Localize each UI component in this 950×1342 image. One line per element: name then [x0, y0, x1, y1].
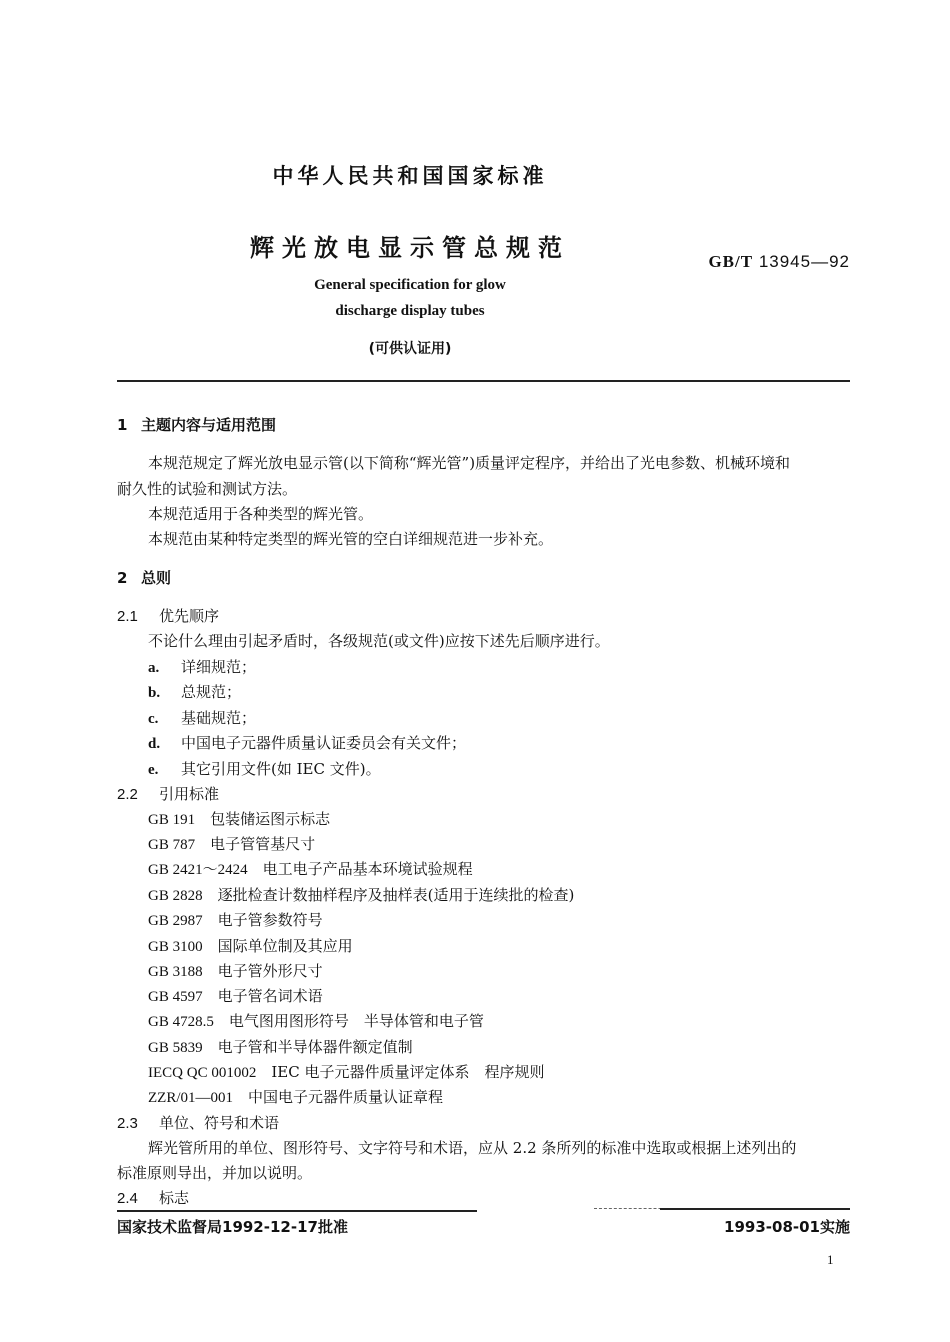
- list-item: [148, 681, 241, 702]
- reference-title: 电工电子产品基本环境试验规程: [262, 860, 473, 878]
- reference-code: GB 191: [148, 812, 196, 828]
- subsection-title: 单位、符号和术语: [159, 1115, 280, 1132]
- reference-title: 电子管和半导体器件额定值制: [217, 1038, 413, 1056]
- standard-number-prefix: GB/T: [708, 252, 754, 271]
- subsection-title: 标志: [159, 1190, 190, 1207]
- reference-code: GB 2421～2424: [148, 862, 248, 878]
- reference-code: GB 787: [148, 837, 196, 853]
- list-text: 中国电子元器件质量认证委员会有关文件；: [181, 734, 467, 752]
- reference-code: GB 3188: [148, 964, 203, 980]
- list-text: 总规范；: [181, 683, 242, 701]
- reference-standard: [148, 1010, 484, 1031]
- subsection-number: 2.1: [117, 608, 138, 625]
- list-item: [148, 758, 381, 779]
- reference-title: 逐批检查计数抽样程序及抽样表(适用于连续批的检查): [217, 886, 575, 904]
- list-marker: a.: [148, 660, 160, 676]
- list-marker: b.: [148, 685, 161, 701]
- reference-code: IECQ QC 001002: [148, 1065, 257, 1081]
- english-title-line2: discharge display tubes: [335, 303, 485, 319]
- list-text: 基础规范；: [181, 709, 257, 727]
- section-1-heading: [117, 414, 276, 435]
- reference-title: 电子管外形尺寸: [217, 962, 323, 980]
- list-item: [148, 732, 466, 753]
- reference-code: GB 5839: [148, 1040, 203, 1056]
- subsection-number: 2.4: [117, 1190, 138, 1207]
- reference-standard: [148, 1061, 544, 1082]
- subsection-2-2-heading: [117, 783, 219, 804]
- reference-title: 包装储运图示标志: [210, 810, 331, 828]
- reference-code: GB 2987: [148, 913, 203, 929]
- reference-code: GB 3100: [148, 939, 203, 955]
- standard-number: [708, 252, 850, 272]
- standard-title: 辉光放电显示管总规范: [250, 234, 570, 262]
- reference-code: GB 4728.5: [148, 1014, 214, 1030]
- subsection-title: 优先顺序: [159, 608, 220, 625]
- reference-code: GB 4597: [148, 989, 203, 1005]
- reference-title: 电气图用图形符号 半导体管和电子管: [228, 1012, 484, 1030]
- section-number: 2: [117, 569, 128, 587]
- list-marker: d.: [148, 736, 161, 752]
- reference-standard: [148, 960, 323, 981]
- reference-code: GB 2828: [148, 888, 203, 904]
- reference-standard: [148, 833, 315, 854]
- reference-title: 国际单位制及其应用: [217, 937, 353, 955]
- section-1-para1-line1: 本规范规定了辉光放电显示管(以下简称“辉光管”)质量评定程序，并给出了光电参数、机械环境和: [148, 454, 791, 472]
- footer-divider-left: [117, 1210, 477, 1212]
- list-item: [148, 707, 256, 728]
- approval-date: 国家技术监督局1992-12-17批准: [117, 1218, 348, 1236]
- list-marker: c.: [148, 711, 159, 727]
- list-item: [148, 656, 256, 677]
- reference-title: 电子管名词术语: [217, 987, 323, 1005]
- subsection-2-4-heading: [117, 1187, 189, 1208]
- english-title-line1: General specification for glow: [314, 277, 506, 293]
- standard-number-value: 13945—92: [758, 252, 850, 271]
- section-1-para1-line2: 耐久性的试验和测试方法。: [117, 480, 298, 498]
- subsection-2-3-heading: [117, 1112, 279, 1133]
- certification-note: (可供认证用): [368, 341, 452, 357]
- subsection-2-3-para-line2: 标准原则导出，并加以说明。: [117, 1164, 313, 1182]
- reference-standard: [148, 1086, 443, 1107]
- reference-standard: [148, 935, 353, 956]
- reference-standard: [148, 909, 323, 930]
- section-title: 主题内容与适用范围: [141, 416, 277, 434]
- reference-code: ZZR/01—001: [148, 1090, 233, 1106]
- subsection-2-1-heading: [117, 605, 219, 626]
- subsection-2-3-para-line1: 辉光管所用的单位、图形符号、文字符号和术语，应从 2.2 条所列的标准中选取或根据上述列出的: [148, 1139, 797, 1157]
- page-number: 1: [827, 1252, 834, 1267]
- reference-standard: [148, 884, 574, 905]
- reference-standard: [148, 985, 323, 1006]
- reference-title: 电子管管基尺寸: [210, 835, 316, 853]
- list-marker: e.: [148, 762, 159, 778]
- section-title: 总则: [141, 569, 172, 587]
- reference-title: 中国电子元器件质量认证章程: [248, 1088, 444, 1106]
- reference-standard: [148, 808, 330, 829]
- section-1-para3: 本规范由某种特定类型的辉光管的空白详细规范进一步补充。: [148, 530, 554, 548]
- section-number: 1: [117, 416, 128, 434]
- list-text: 详细规范；: [181, 658, 257, 676]
- reference-title: 电子管参数符号: [217, 911, 323, 929]
- section-2-heading: [117, 567, 171, 588]
- reference-title: IEC 电子元器件质量评定体系 程序规则: [271, 1063, 545, 1081]
- subsection-number: 2.3: [117, 1115, 138, 1132]
- footer-divider-right: [660, 1208, 850, 1210]
- header-divider: [117, 380, 850, 382]
- reference-standard: [148, 1036, 413, 1057]
- implementation-date: 1993-08-01实施: [724, 1218, 850, 1236]
- section-1-para2: 本规范适用于各种类型的辉光管。: [148, 505, 374, 523]
- reference-standard: [148, 858, 473, 879]
- subsection-title: 引用标准: [159, 786, 220, 803]
- subsection-number: 2.2: [117, 786, 138, 803]
- subsection-2-1-intro: 不论什么理由引起矛盾时，各级规范(或文件)应按下述先后顺序进行。: [148, 632, 610, 650]
- national-standard-title: 中华人民共和国国家标准: [272, 164, 548, 188]
- list-text: 其它引用文件(如 IEC 文件)。: [181, 760, 381, 778]
